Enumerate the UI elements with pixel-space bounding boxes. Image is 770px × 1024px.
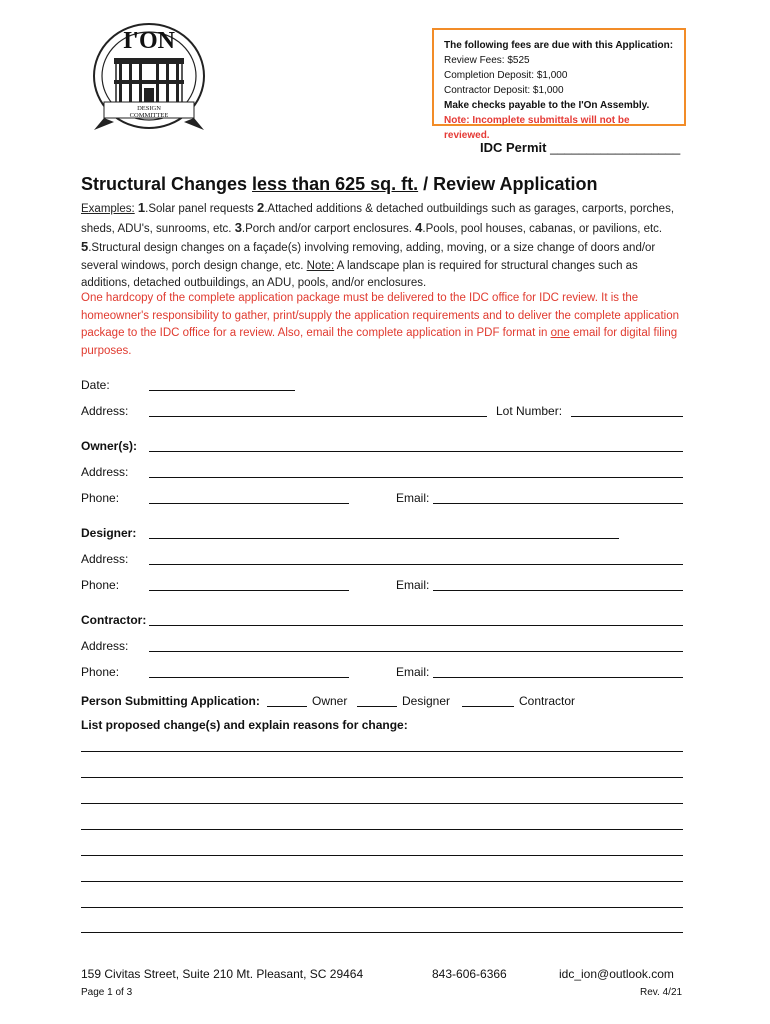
contractor-address-label: Address: bbox=[81, 639, 129, 653]
contractor-label: Contractor: bbox=[81, 613, 147, 627]
date-label: Date: bbox=[81, 378, 110, 392]
submission-instructions: One hardcopy of the complete application package must be delivered to the IDC office for IDC review. It is the homeowner's responsibility to gather, print/supply the application requirements and to deliver the complete application package to the IDC office for a review. Also, email the complete application in PDF format in one email for digital filing purposes. bbox=[81, 292, 679, 357]
page-title: Structural Changes less than 625 sq. ft. / Review Application bbox=[81, 174, 598, 194]
review-fee: Review Fees: $525 bbox=[444, 55, 530, 66]
revision: Rev. 4/21 bbox=[640, 987, 683, 998]
option-designer-label: Designer bbox=[402, 694, 451, 708]
contractor-field[interactable] bbox=[149, 625, 683, 626]
completion-deposit: Completion Deposit: $1,000 bbox=[444, 70, 568, 81]
ion-logo bbox=[86, 18, 212, 138]
person-submitting-label: Person Submitting Application: bbox=[81, 694, 260, 708]
lot-number-label: Lot Number: bbox=[496, 404, 563, 418]
changes-line[interactable] bbox=[81, 803, 683, 804]
designer-address-label: Address: bbox=[81, 552, 129, 566]
footer-email: idc_ion@outlook.com bbox=[559, 967, 674, 981]
address-label: Address: bbox=[81, 404, 129, 418]
designer-checkblank[interactable] bbox=[357, 706, 397, 707]
owner-address-label: Address: bbox=[81, 465, 129, 479]
owner-phone-field[interactable] bbox=[149, 503, 349, 504]
contractor-deposit: Contractor Deposit: $1,000 bbox=[444, 85, 564, 96]
owners-field[interactable] bbox=[149, 451, 683, 452]
designer-phone-field[interactable] bbox=[149, 590, 349, 591]
owner-phone-label: Phone: bbox=[81, 491, 120, 505]
designer-field[interactable] bbox=[149, 538, 619, 539]
designer-address-field[interactable] bbox=[149, 564, 683, 565]
option-contractor-label: Contractor bbox=[519, 694, 576, 708]
designer-phone-label: Phone: bbox=[81, 578, 120, 592]
contractor-email-field[interactable] bbox=[433, 677, 683, 678]
designer-email-label: Email: bbox=[396, 578, 430, 592]
address-field[interactable] bbox=[149, 416, 487, 417]
page-number: Page 1 of 3 bbox=[81, 987, 133, 998]
designer-email-field[interactable] bbox=[433, 590, 683, 591]
svg-text:I'ON: I'ON bbox=[122, 28, 176, 54]
footer-address: 159 Civitas Street, Suite 210 Mt. Pleasant, SC 29464 bbox=[81, 967, 364, 981]
contractor-checkblank[interactable] bbox=[462, 706, 514, 707]
contractor-email-label: Email: bbox=[396, 665, 430, 679]
contractor-phone-field[interactable] bbox=[149, 677, 349, 678]
contractor-address-field[interactable] bbox=[149, 651, 683, 652]
date-field[interactable] bbox=[149, 390, 295, 391]
owner-email-field[interactable] bbox=[433, 503, 683, 504]
changes-line[interactable] bbox=[81, 855, 683, 856]
idc-permit-label: IDC Permit bbox=[480, 140, 547, 155]
owner-address-field[interactable] bbox=[149, 477, 683, 478]
lot-number-field[interactable] bbox=[571, 416, 683, 417]
option-owner-label: Owner bbox=[312, 694, 348, 708]
footer-phone: 843-606-6366 bbox=[432, 967, 507, 981]
fee-heading: The following fees are due with this Application: bbox=[444, 40, 674, 51]
owners-label: Owner(s): bbox=[81, 439, 138, 453]
changes-line[interactable] bbox=[81, 751, 683, 752]
owner-email-label: Email: bbox=[396, 491, 430, 505]
changes-line[interactable] bbox=[81, 907, 683, 908]
proposed-changes-label: List proposed change(s) and explain reasons for change: bbox=[81, 718, 408, 732]
fee-notice-box bbox=[432, 28, 686, 141]
payable-note: Make checks payable to the I'On Assembly. bbox=[444, 100, 650, 111]
changes-line[interactable] bbox=[81, 829, 683, 830]
designer-label: Designer: bbox=[81, 526, 137, 540]
changes-line[interactable] bbox=[81, 932, 683, 933]
examples-paragraph: Examples: 1.Solar panel requests 2.Attached additions & detached outbuildings such as garages, carports, porches, sheds, ADU's, sunrooms, etc. 3.Porch and/or carport enclosures. 4.Pools, pool houses, cabanas, or pavilions, etc. 5.Structural design changes on a façade(s) involving removing, adding, moving, or a size change of doors and/or several windows, porch design change, etc. Note: A landscape plan is required for structural changes such as additions, detached outbuildings, an ADU, pools, and/or enclosures. bbox=[81, 200, 675, 289]
contractor-phone-label: Phone: bbox=[81, 665, 120, 679]
changes-line[interactable] bbox=[81, 777, 683, 778]
incomplete-warning: Note: Incomplete submittals will not be reviewed. bbox=[444, 115, 630, 141]
idc-permit-blank: __________________ bbox=[550, 140, 681, 155]
svg-text:DESIGN: DESIGN bbox=[137, 105, 161, 112]
owner-checkblank[interactable] bbox=[267, 706, 307, 707]
svg-text:COMMITTEE: COMMITTEE bbox=[129, 112, 169, 119]
idc-permit-field[interactable] bbox=[480, 140, 680, 155]
changes-line[interactable] bbox=[81, 881, 683, 882]
